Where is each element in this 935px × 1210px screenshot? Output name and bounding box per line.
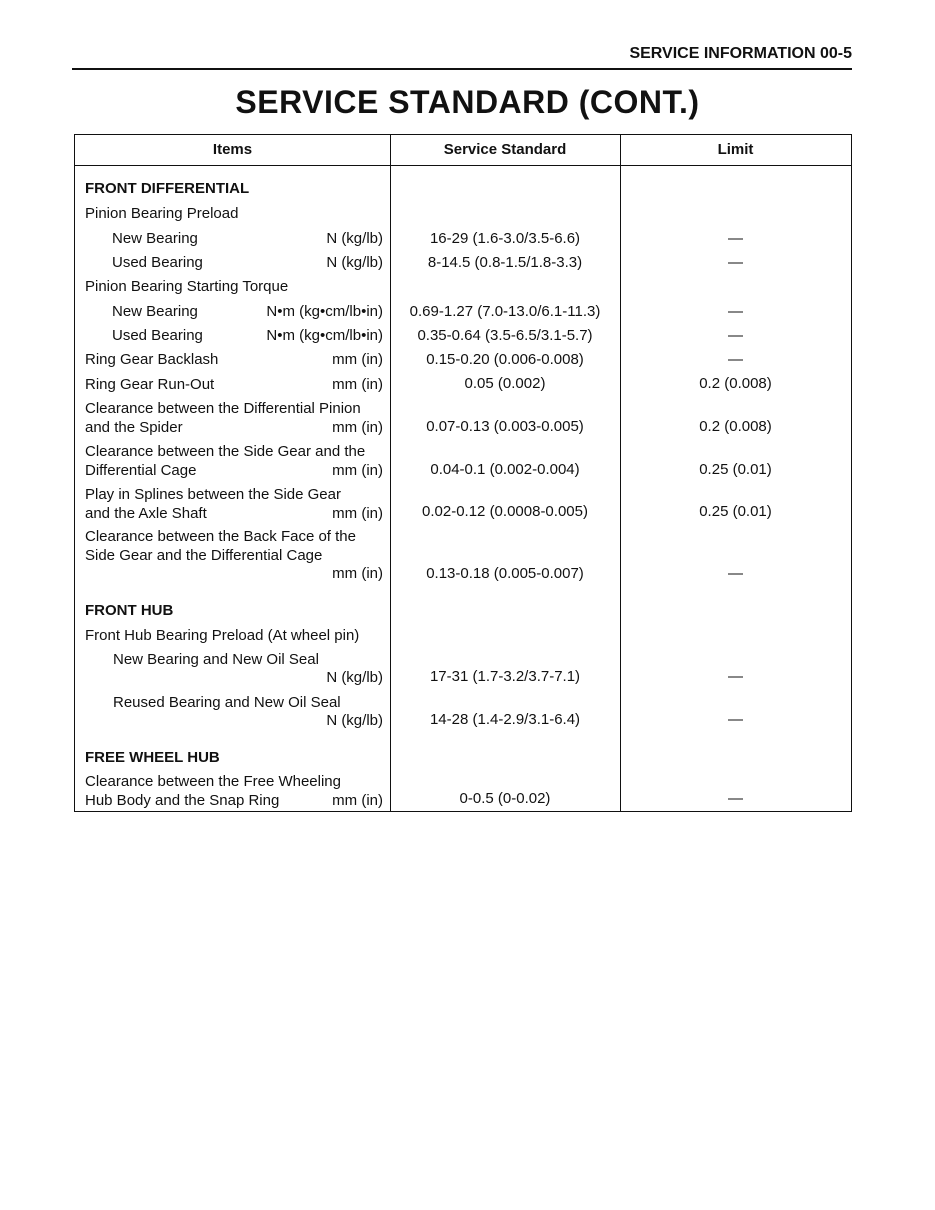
section-heading-front-differential: FRONT DIFFERENTIAL xyxy=(85,180,250,197)
service-standard-value: 14-28 (1.4-2.9/3.1-6.4) xyxy=(429,711,581,728)
item-label: and the Spider xyxy=(85,419,183,436)
item-label: Play in Splines between the Side Gear xyxy=(85,486,341,503)
unit-label: mm (in) xyxy=(332,351,383,368)
item-label: Ring Gear Backlash xyxy=(85,351,219,368)
service-standard-value: 0.04-0.1 (0.002-0.004) xyxy=(430,461,580,478)
limit-value: — xyxy=(728,254,743,271)
limit-value: — xyxy=(728,565,743,582)
service-standard-table xyxy=(74,134,852,812)
item-label: Hub Body and the Snap Ring xyxy=(85,792,280,809)
limit-value: — xyxy=(728,303,743,320)
service-standard-value: 17-31 (1.7-3.2/3.7-7.1) xyxy=(429,668,581,685)
subheading-pinion-bearing-preload: Pinion Bearing Preload xyxy=(85,205,239,222)
limit-value: — xyxy=(728,668,743,685)
section-heading-free-wheel-hub: FREE WHEEL HUB xyxy=(85,749,220,766)
header-divider xyxy=(75,165,851,166)
unit-label: mm (in) xyxy=(332,376,383,393)
limit-value: — xyxy=(728,790,743,807)
service-standard-value: 0.02-0.12 (0.0008-0.005) xyxy=(422,503,588,520)
item-label: Used Bearing xyxy=(112,327,203,344)
page-title: SERVICE STANDARD (CONT.) xyxy=(235,84,700,120)
service-standard-value: 0.07-0.13 (0.003-0.005) xyxy=(426,418,584,435)
service-standard-value: 0.13-0.18 (0.005-0.007) xyxy=(426,565,584,582)
unit-label: mm (in) xyxy=(332,462,383,479)
service-standard-value: 0-0.5 (0-0.02) xyxy=(459,790,551,807)
item-label: Clearance between the Differential Pinion xyxy=(85,400,361,417)
service-standard-value: 0.35-0.64 (3.5-6.5/3.1-5.7) xyxy=(417,327,593,344)
limit-value: — xyxy=(728,327,743,344)
limit-value: 0.25 (0.01) xyxy=(699,461,772,478)
subheading-front-hub-bearing-preload: Front Hub Bearing Preload (At wheel pin) xyxy=(85,627,360,644)
section-heading-front-hub: FRONT HUB xyxy=(85,602,174,619)
service-standard-value: 8-14.5 (0.8-1.5/1.8-3.3) xyxy=(427,254,583,271)
unit-label: mm (in) xyxy=(332,792,383,809)
item-label: Used Bearing xyxy=(112,254,203,271)
unit-label: N•m (kg•cm/lb•in) xyxy=(266,327,383,344)
running-head: SERVICE INFORMATION 00-5 xyxy=(72,44,852,70)
unit-label: N (kg/lb) xyxy=(326,254,383,271)
column-header-limit: Limit xyxy=(717,141,754,158)
unit-label: N (kg/lb) xyxy=(326,712,383,729)
limit-value: — xyxy=(728,230,743,247)
item-label: and the Axle Shaft xyxy=(85,505,207,522)
column-header-service-standard: Service Standard xyxy=(443,141,567,158)
item-label: Side Gear and the Differential Cage xyxy=(85,547,323,564)
limit-value: 0.2 (0.008) xyxy=(699,418,772,435)
service-standard-value: 0.15-0.20 (0.006-0.008) xyxy=(426,351,584,368)
item-label: Clearance between the Back Face of the xyxy=(85,528,356,545)
subheading-pinion-bearing-starting-torque: Pinion Bearing Starting Torque xyxy=(85,278,289,295)
item-label: New Bearing xyxy=(112,303,198,320)
item-label: New Bearing and New Oil Seal xyxy=(113,651,319,668)
service-standard-value: 16-29 (1.6-3.0/3.5-6.6) xyxy=(429,230,581,247)
unit-label: mm (in) xyxy=(332,419,383,436)
limit-value: 0.2 (0.008) xyxy=(699,375,772,392)
limit-value: 0.25 (0.01) xyxy=(699,503,772,520)
service-standard-value: 0.05 (0.002) xyxy=(464,375,546,392)
service-standard-value: 0.69-1.27 (7.0-13.0/6.1-11.3) xyxy=(409,303,601,320)
item-label: Reused Bearing and New Oil Seal xyxy=(113,694,341,711)
unit-label: N (kg/lb) xyxy=(326,669,383,686)
item-label: Ring Gear Run-Out xyxy=(85,376,215,393)
item-label: New Bearing xyxy=(112,230,198,247)
limit-value: — xyxy=(728,711,743,728)
item-label: Clearance between the Side Gear and the xyxy=(85,443,366,460)
item-label: Clearance between the Free Wheeling xyxy=(85,773,341,790)
unit-label: N (kg/lb) xyxy=(326,230,383,247)
limit-value: — xyxy=(728,351,743,368)
item-label: Differential Cage xyxy=(85,462,197,479)
unit-label: mm (in) xyxy=(332,505,383,522)
column-header-items: Items xyxy=(212,141,253,158)
unit-label: N•m (kg•cm/lb•in) xyxy=(266,303,383,320)
unit-label: mm (in) xyxy=(332,565,383,582)
